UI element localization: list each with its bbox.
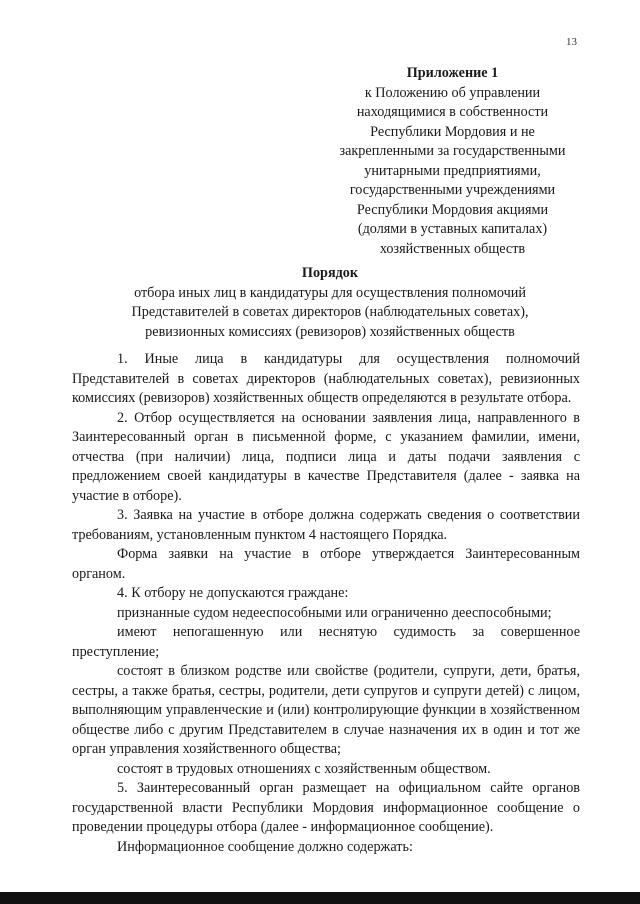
order-subtitle-line: Представителей в советах директоров (наблюдательных советах), [131,304,529,320]
paragraph-4: 4. К отбору не допускаются граждане: [117,585,349,601]
appendix-line: закрепленными за государственными [339,143,566,159]
appendix-line: находящимися в собственности [356,104,549,120]
paragraph-4-item-3: состоят в близком родстве или свойстве (родители, супруги, дети, братья, сестры, а также братья, сестры, родители, дети супругов и супруги детей) с лицом, выполняющим управленческие и (или) контролирующие функции в хозяйственном обществе либо с другим Представителем в случае назначения их в один и тот же орган управления хозяйственного общества; [72,663,580,757]
appendix-title: Приложение 1 [406,65,499,81]
document-body [72,350,580,857]
appendix-line: унитарными предприятиями, [364,162,541,179]
paragraph-3: 3. Заявка на участие в отборе должна содержать сведения о соответствии требованиям, установленным пунктом 4 настоящего Порядка. [72,507,580,543]
appendix-line: государственными учреждениями [349,182,556,198]
order-subtitle-line: отбора иных лиц в кандидатуры для осуществления полномочий [134,284,526,301]
paragraph-form: Форма заявки на участие в отборе утверждается Заинтересованным органом. [72,546,580,582]
appendix-line: хозяйственных обществ [379,240,526,257]
appendix-line: к Положению об управлении [364,84,541,101]
order-subtitle-line: ревизионных комиссиях (ревизоров) хозяйственных обществ [145,323,515,340]
paragraph-5: 5. Заинтересованный орган размещает на официальном сайте органов государственной власти Республики Мордовия информационное сообщение о проведении процедуры отбора (далее - информационное сообщение). [72,780,580,835]
paragraph-4-item-4: состоят в трудовых отношениях с хозяйственным обществом. [117,760,491,777]
page-number: 13 [566,36,577,48]
appendix-block [300,64,605,259]
paragraph-2: 2. Отбор осуществляется на основании заявления лица, направленного в Заинтересованный орган в письменной форме, с указанием фамилии, имени, отчества (при наличии) лица, подписи лица и даты подачи заявления с предложением своей кандидатуры в качестве Представителя (далее - заявка на участие в отборе). [72,409,580,504]
paragraph-4-item-2: имеют непогашенную или неснятую судимость за совершенное преступление; [72,624,580,660]
paragraph-1: 1. Иные лица в кандидатуры для осуществления полномочий Представителей в советах директоров (наблюдательных советах), ревизионных комиссиях (ревизоров) хозяйственных обществ определяются в результате отбора. [72,351,580,406]
scan-edge [0,892,640,904]
appendix-line: Республики Мордовия и не [370,123,535,140]
paragraph-4-item-1: признанные судом недееспособными или ограниченно дееспособными; [117,604,552,621]
appendix-line: (долями в уставных капиталах) [357,221,548,237]
appendix-line: Республики Мордовия акциями [356,201,549,218]
order-title: Порядок [301,265,359,281]
paragraph-info: Информационное сообщение должно содержать: [117,838,413,855]
order-heading-block [80,264,580,342]
